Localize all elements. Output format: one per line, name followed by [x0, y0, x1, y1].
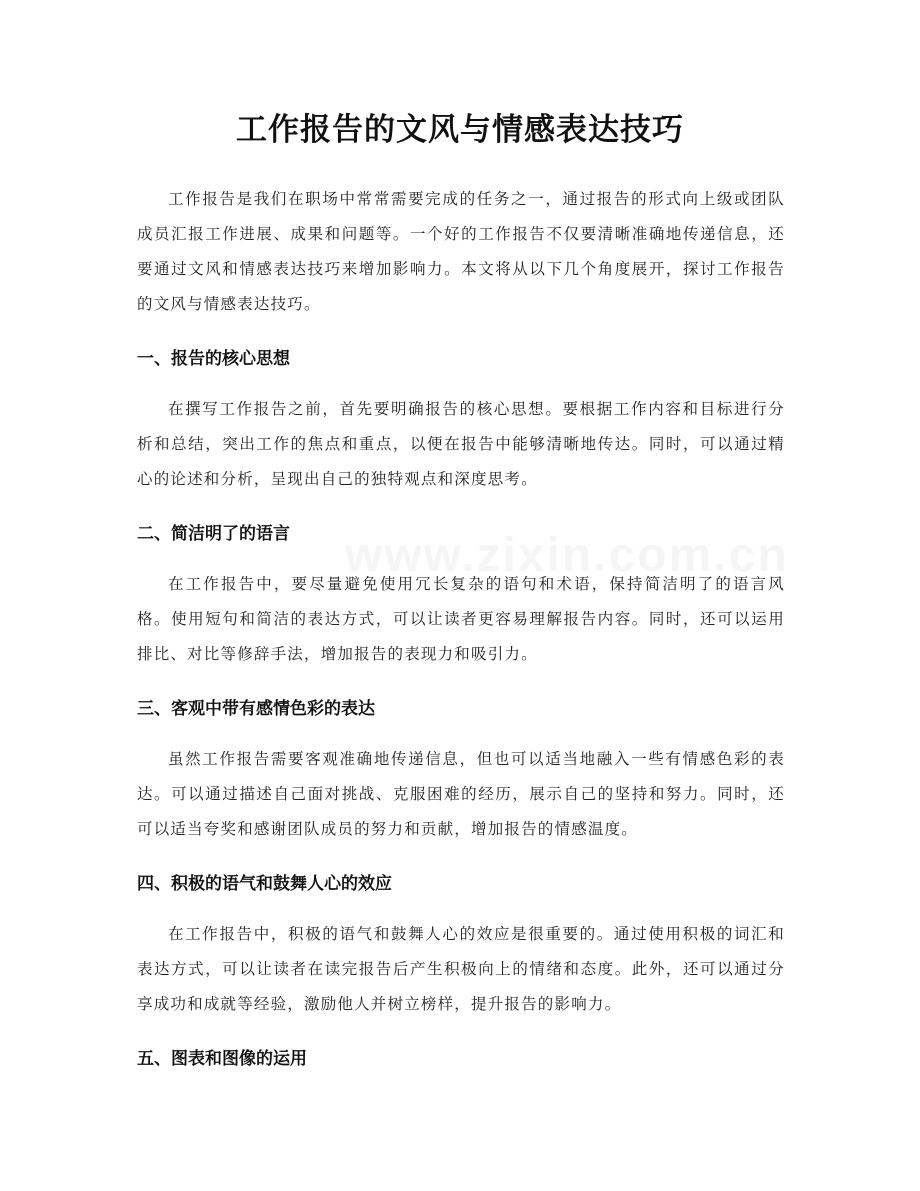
section-paragraph-4: 在工作报告中，积极的语气和鼓舞人心的效应是很重要的。通过使用积极的词汇和表达方式，可以让读者在读完报告后产生积极向上的情绪和态度。此外，还可以通过分享成功和成就等经验，激励他人并树立榜样，提升报告的影响力。 — [137, 925, 785, 1013]
section-heading-3: 三、客观中带有感情色彩的表达 — [137, 699, 375, 719]
section-heading-2: 二、简洁明了的语言 — [137, 524, 290, 544]
section-heading-4: 四、积极的语气和鼓舞人心的效应 — [137, 874, 392, 894]
section-heading-1: 一、报告的核心思想 — [137, 349, 290, 369]
document-title: 工作报告的文风与情感表达技巧 — [236, 112, 684, 148]
section-heading-5: 五、图表和图像的运用 — [137, 1049, 307, 1069]
section-paragraph-2: 在工作报告中，要尽量避免使用冗长复杂的语句和术语，保持简洁明了的语言风格。使用短句和简洁的表达方式，可以让读者更容易理解报告内容。同时，还可以运用排比、对比等修辞手法，增加报告的表现力和吸引力。 — [137, 575, 785, 663]
intro-paragraph: 工作报告是我们在职场中常常需要完成的任务之一，通过报告的形式向上级或团队成员汇报工作进展、成果和问题等。一个好的工作报告不仅要清晰准确地传递信息，还要通过文风和情感表达技巧来增加影响力。本文将从以下几个角度展开，探讨工作报告的文风与情感表达技巧。 — [137, 190, 785, 313]
document-body — [137, 182, 785, 1071]
section-paragraph-1: 在撰写工作报告之前，首先要明确报告的核心思想。要根据工作内容和目标进行分析和总结，突出工作的焦点和重点，以便在报告中能够清晰地传达。同时，可以通过精心的论述和分析，呈现出自己的独特观点和深度思考。 — [137, 400, 785, 488]
section-paragraph-3: 虽然工作报告需要客观准确地传递信息，但也可以适当地融入一些有情感色彩的表达。可以通过描述自己面对挑战、克服困难的经历，展示自己的坚持和努力。同时，还可以适当夸奖和感谢团队成员的努力和贡献，增加报告的情感温度。 — [137, 750, 785, 838]
